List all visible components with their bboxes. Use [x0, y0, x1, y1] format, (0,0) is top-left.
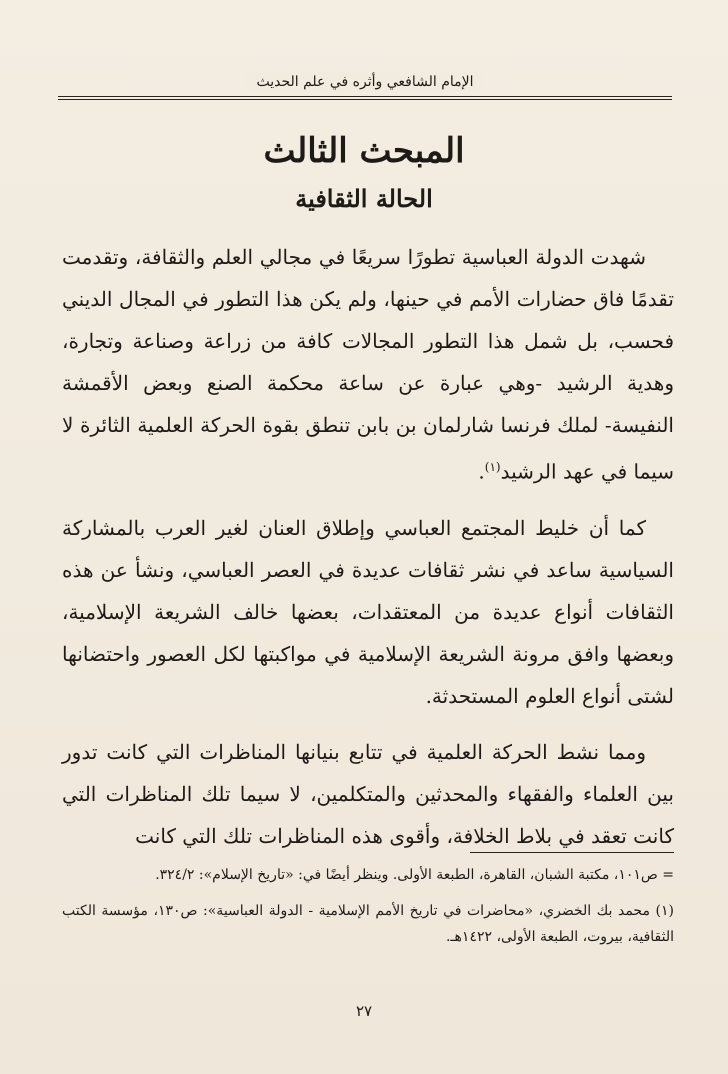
footnote-1: (١) محمد بك الخضري، «محاضرات في تاريخ الأمم الإسلامية - الدولة العباسية»: ص١٣٠، مؤسسة الكتب الثقافية، بيروت، الطبعة الأولى، ١٤٢٢هـ.: [62, 903, 674, 945]
chapter-heading: المبحث الثالث: [263, 131, 465, 171]
footnotes: [62, 862, 674, 960]
footnote-marker-1: (١): [484, 460, 501, 474]
running-title: الإمام الشافعي وأثره في علم الحديث: [246, 72, 483, 92]
paragraph-1: [62, 236, 674, 493]
paragraph-1-end: .: [478, 459, 485, 484]
paragraph-2: كما أن خليط المجتمع العباسي وإطلاق العنان لغير العرب بالمشاركة السياسية ساعد في نشر ثقافات عديدة في العصر العباسي، ونشأ عن هذه الثقافات أنواع عديدة من المعتقدات، بعضها خالف الشريعة الإسلامية، وبعضها وافق مرونة الشريعة الإسلامية في مواكبتها لكل العصور واحتضانها لشتى أنواع العلوم المستحدثة.: [62, 515, 674, 708]
page-number: ٢٧: [355, 1002, 373, 1020]
paragraph-3: ومما نشط الحركة العلمية في تتابع بنيانها المناظرات التي كانت تدور بين العلماء والفقهاء والمحدثين والمتكلمين، لا سيما تلك المناظرات التي كانت تعقد في بلاط الخلافة، وأقوى هذه المناظرات تلك التي كانت: [62, 739, 674, 848]
footnote-divider: [470, 852, 674, 853]
section-title: الحالة الثقافية: [295, 184, 433, 213]
running-header: [58, 72, 672, 100]
header-rule-thin: [58, 99, 672, 100]
header-rule-thick: [58, 96, 672, 97]
footnote-continuation: = ص١٠١، مكتبة الشبان، القاهرة، الطبعة الأولى. وينظر أيضًا في: «تاريخ الإسلام»: ٣٢٤/٢.: [155, 867, 674, 883]
body-text: [62, 236, 674, 871]
paragraph-1-text: شهدت الدولة العباسية تطورًا سريعًا في مجالي العلم والثقافة، وتقدمت تقدمًا فاق حضارات الأمم في حينها، ولم يكن هذا التطور في المجال الديني فحسب، بل شمل هذا التطور المجالات كافة من زراعة وصناعة وتجارة، وهدية الرشيد -وهي عبارة عن ساعة محكمة الصنع وبعض الأقمشة النفيسة- لملك فرنسا شارلمان بن بابن تنطق بقوة الحركة العلمية الثائرة لا سيما في عهد الرشيد: [62, 245, 675, 484]
